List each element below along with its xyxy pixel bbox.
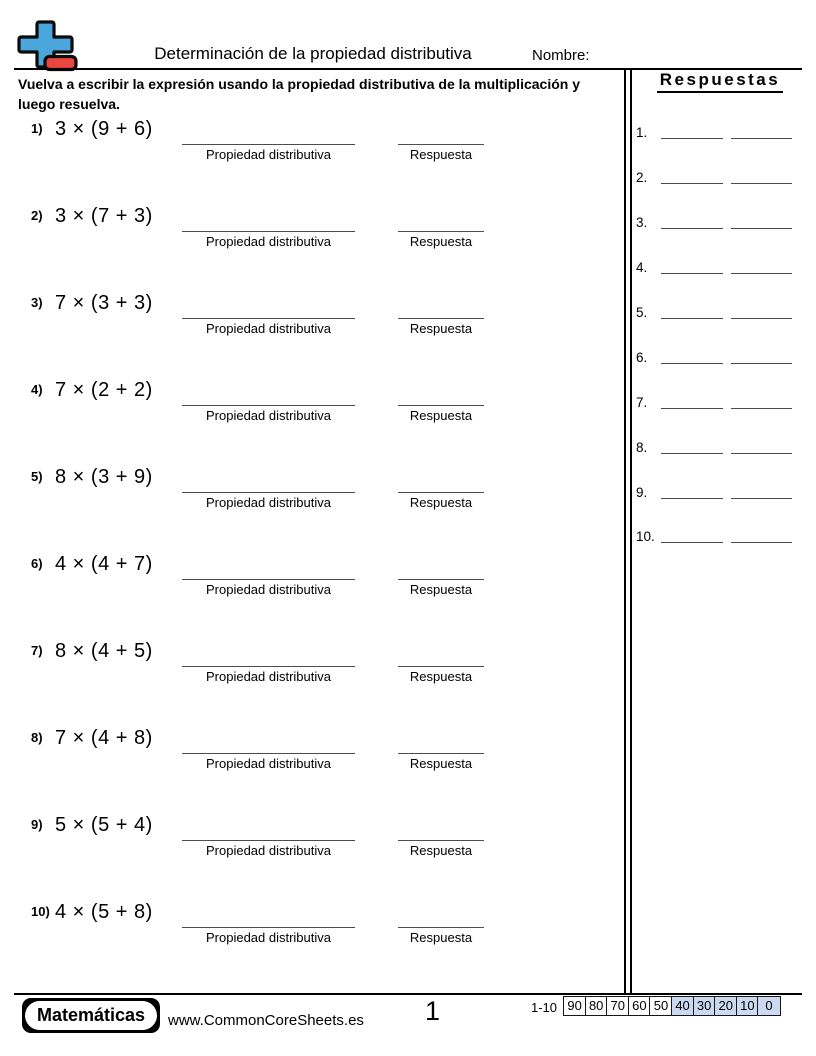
distributive-answer-line[interactable] [182, 578, 355, 580]
distributive-answer-line[interactable] [182, 143, 355, 145]
answers-panel-title: Respuestas [657, 70, 783, 93]
problem-row-8 [0, 725, 620, 789]
result-answer-line[interactable] [398, 839, 484, 841]
answer-blank-distributive[interactable] [661, 260, 723, 274]
answer-blank-result[interactable] [731, 170, 792, 184]
answer-blank-distributive[interactable] [661, 215, 723, 229]
problem-expression: 7 × (2 + 2) [55, 379, 153, 401]
answer-blank-distributive[interactable] [661, 395, 723, 409]
distributive-line-label: Propiedad distributiva [205, 669, 332, 684]
result-line-label: Respuesta [409, 582, 473, 597]
answer-row-9 [636, 485, 800, 503]
answer-number: 6. [636, 350, 648, 365]
answer-blank-distributive[interactable] [661, 305, 723, 319]
problem-row-4 [0, 377, 620, 441]
result-line-label: Respuesta [409, 930, 473, 945]
answer-number: 10. [636, 529, 655, 544]
problem-row-9 [0, 812, 620, 876]
problem-row-1 [0, 116, 620, 180]
result-line-label: Respuesta [409, 147, 473, 162]
problem-expression: 7 × (4 + 8) [55, 727, 153, 749]
problem-expression: 3 × (9 + 6) [55, 118, 153, 140]
problem-number: 1) [31, 121, 43, 136]
answer-row-10 [636, 529, 800, 547]
answer-number: 3. [636, 215, 648, 230]
result-answer-line[interactable] [398, 491, 484, 493]
distributive-answer-line[interactable] [182, 752, 355, 754]
result-answer-line[interactable] [398, 404, 484, 406]
problem-number: 4) [31, 382, 43, 397]
distributive-answer-line[interactable] [182, 230, 355, 232]
distributive-line-label: Propiedad distributiva [205, 756, 332, 771]
answer-number: 9. [636, 485, 648, 500]
distributive-line-label: Propiedad distributiva [205, 495, 332, 510]
result-line-label: Respuesta [409, 321, 473, 336]
problem-expression: 8 × (3 + 9) [55, 466, 153, 488]
score-cell: 60 [628, 996, 651, 1016]
score-cell: 90 [563, 996, 586, 1016]
answer-blank-distributive[interactable] [661, 170, 723, 184]
result-line-label: Respuesta [409, 669, 473, 684]
score-cell: 0 [757, 996, 780, 1016]
distributive-line-label: Propiedad distributiva [205, 321, 332, 336]
answer-blank-result[interactable] [731, 260, 792, 274]
page-number: 1 [425, 996, 441, 1026]
answer-blank-distributive[interactable] [661, 485, 723, 499]
problem-expression: 4 × (5 + 8) [55, 901, 153, 923]
answer-blank-distributive[interactable] [661, 350, 723, 364]
worksheet-title: Determinación de la propiedad distributiva [154, 44, 472, 63]
score-cell: 80 [585, 996, 608, 1016]
result-line-label: Respuesta [409, 495, 473, 510]
answer-row-7 [636, 395, 800, 413]
result-line-label: Respuesta [409, 234, 473, 249]
distributive-answer-line[interactable] [182, 839, 355, 841]
problem-expression: 8 × (4 + 5) [55, 640, 153, 662]
distributive-answer-line[interactable] [182, 491, 355, 493]
answer-blank-result[interactable] [731, 440, 792, 454]
answer-number: 8. [636, 440, 648, 455]
result-line-label: Respuesta [409, 756, 473, 771]
problem-expression: 3 × (7 + 3) [55, 205, 153, 227]
answer-blank-distributive[interactable] [661, 440, 723, 454]
score-cell: 20 [714, 996, 737, 1016]
problem-number: 7) [31, 643, 43, 658]
problem-expression: 7 × (3 + 3) [55, 292, 153, 314]
answer-blank-result[interactable] [731, 485, 792, 499]
answer-blank-result[interactable] [731, 125, 792, 139]
result-answer-line[interactable] [398, 578, 484, 580]
problem-row-3 [0, 290, 620, 354]
problem-number: 10) [31, 904, 50, 919]
problem-number: 2) [31, 208, 43, 223]
answer-row-1 [636, 125, 800, 143]
problem-row-10 [0, 899, 620, 963]
answer-row-5 [636, 305, 800, 323]
score-table [563, 996, 781, 1016]
problem-expression: 5 × (5 + 4) [55, 814, 153, 836]
problem-row-6 [0, 551, 620, 615]
answer-number: 7. [636, 395, 648, 410]
answer-row-2 [636, 170, 800, 188]
result-line-label: Respuesta [409, 408, 473, 423]
score-cell: 40 [671, 996, 694, 1016]
distributive-line-label: Propiedad distributiva [205, 930, 332, 945]
answer-row-6 [636, 350, 800, 368]
problem-expression: 4 × (4 + 7) [55, 553, 153, 575]
answer-blank-result[interactable] [731, 305, 792, 319]
answer-blank-result[interactable] [731, 395, 792, 409]
score-cell: 10 [736, 996, 759, 1016]
distributive-line-label: Propiedad distributiva [205, 843, 332, 858]
matematicas-badge [22, 998, 160, 1033]
answer-number: 5. [636, 305, 648, 320]
distributive-line-label: Propiedad distributiva [205, 234, 332, 249]
name-label: Nombre: [532, 47, 590, 64]
distributive-answer-line[interactable] [182, 317, 355, 319]
answer-blank-result[interactable] [731, 215, 792, 229]
website-link[interactable]: www.CommonCoreSheets.es [168, 1012, 364, 1029]
score-cell: 70 [606, 996, 629, 1016]
distributive-line-label: Propiedad distributiva [205, 582, 332, 597]
answer-row-3 [636, 215, 800, 233]
answer-blank-distributive[interactable] [661, 529, 723, 543]
answer-number: 1. [636, 125, 648, 140]
instructions-text: Vuelva a escribir la expresión usando la propiedad distributiva de la multiplicación y luego resuelva. [18, 76, 580, 113]
problem-number: 6) [31, 556, 43, 571]
plus-minus-logo-icon [16, 18, 80, 74]
problem-number: 8) [31, 730, 43, 745]
answer-number: 4. [636, 260, 648, 275]
matematicas-badge-label: Matemáticas [25, 1001, 157, 1030]
answer-blank-distributive[interactable] [661, 125, 723, 139]
result-answer-line[interactable] [398, 230, 484, 232]
distributive-answer-line[interactable] [182, 665, 355, 667]
score-cell: 30 [693, 996, 716, 1016]
problem-row-2 [0, 203, 620, 267]
answer-number: 2. [636, 170, 648, 185]
answer-blank-result[interactable] [731, 529, 792, 543]
problem-number: 5) [31, 469, 43, 484]
problem-row-7 [0, 638, 620, 702]
result-answer-line[interactable] [398, 926, 484, 928]
problem-number: 3) [31, 295, 43, 310]
problem-number: 9) [31, 817, 43, 832]
answer-row-8 [636, 440, 800, 458]
answer-blank-result[interactable] [731, 350, 792, 364]
distributive-answer-line[interactable] [182, 926, 355, 928]
score-range-label: 1-10 [531, 1000, 558, 1015]
result-answer-line[interactable] [398, 665, 484, 667]
problem-row-5 [0, 464, 620, 528]
score-cell: 50 [649, 996, 672, 1016]
result-answer-line[interactable] [398, 317, 484, 319]
answer-row-4 [636, 260, 800, 278]
answers-column-divider [624, 69, 632, 994]
result-line-label: Respuesta [409, 843, 473, 858]
result-answer-line[interactable] [398, 752, 484, 754]
result-answer-line[interactable] [398, 143, 484, 145]
distributive-line-label: Propiedad distributiva [205, 408, 332, 423]
distributive-line-label: Propiedad distributiva [205, 147, 332, 162]
distributive-answer-line[interactable] [182, 404, 355, 406]
